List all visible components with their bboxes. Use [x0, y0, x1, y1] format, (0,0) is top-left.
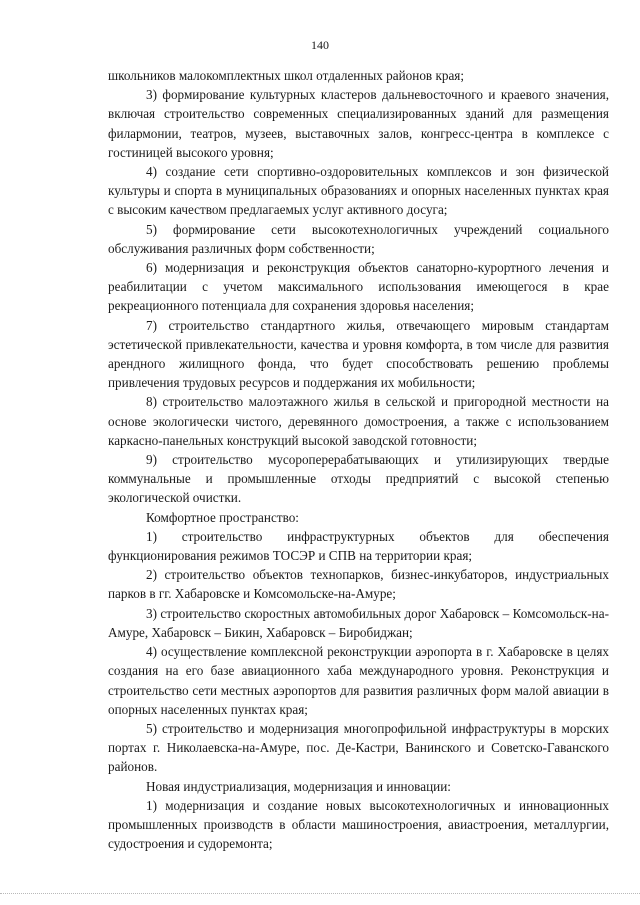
paragraph-infrastructure-toser: 1) строительство инфраструктурных объектов для обеспечения функционирования режимов ТОСЭР и СПВ на территории края;: [108, 528, 609, 564]
section-heading-comfortable-space: Комфортное пространство:: [146, 509, 299, 525]
paragraph-standard-housing: 7) строительство стандартного жилья, отвечающего мировым стандартам эстетической привлекательности, качества и уровня комфорта, в том числе для развития арендного жилищного фонда, что будет способствовать решению проблемы привлечения трудовых ресурсов и поддержания их мобильности;: [108, 317, 609, 391]
paragraph-culture-clusters: 3) формирование культурных кластеров дальневосточного и краевого значения, включая строительство современных специализированных зданий для размещения филармонии, театров, музеев, выставочных залов, конгресс-центра в комплексе с гостиницей высокого уровня;: [108, 87, 609, 160]
paragraph-sanatorium: 6) модернизация и реконструкция объектов санаторно-курортного лечения и реабилитации с учетом максимального использования имеющегося в крае рекреационного потенциала для сохранения здоровья населения;: [108, 260, 609, 314]
paragraph-technoparks: 2) строительство объектов технопарков, бизнес-инкубаторов, индустриальных парков в гг. Хабаровске и Комсомольске-на-Амуре;: [108, 567, 609, 602]
paragraph-highways: 3) строительство скоростных автомобильных дорог Хабаровск – Комсомольск-на-Амуре, Хабаровск – Бикин, Хабаровск – Биробиджан;: [108, 605, 609, 640]
scan-edge-line: [0, 893, 640, 894]
paragraph-sports-complexes: 4) создание сети спортивно-оздоровительных комплексов и зон физической культуры и спорта в муниципальных образованиях и опорных населенных пунктах края с высоким качеством предлагаемых услуг активного досуга;: [108, 164, 609, 218]
section-heading-industrialization: Новая индустриализация, модернизация и инновации:: [146, 778, 451, 794]
document-body: [108, 66, 609, 853]
paragraph-modernization: 1) модернизация и создание новых высокотехнологичных и инновационных промышленных производств в области машиностроения, авиастроения, металлургии, судостроения и судоремонта;: [108, 797, 609, 852]
paragraph-social-services: 5) формирование сети высокотехнологичных учреждений социального обслуживания различных форм собственности;: [108, 221, 609, 256]
paragraph-airport: 4) осуществление комплексной реконструкции аэропорта в г. Хабаровске в целях создания на его базе авиационного хаба международного уровня. Реконструкция и строительство сети местных аэропортов для развития различных форм малой авиации в опорных населенных пунктах края;: [108, 644, 609, 717]
paragraph-low-rise-housing: 8) строительство малоэтажного жилья в сельской и пригородной местности на основе экологически чистого, деревянного домостроения, а также с использованием каркасно-панельных конструкций высокой заводской готовности;: [108, 394, 609, 448]
paragraph-waste-processing: 9) строительство мусороперерабатывающих и утилизирующих твердые коммунальные и промышленные отходы предприятий с высокой степенью экологической очистки.: [108, 452, 609, 506]
page-number: 140: [311, 38, 329, 52]
paragraph-continuation: школьников малокомплектных школ отдаленных районов края;: [108, 68, 465, 83]
paragraph-seaports: 5) строительство и модернизация многопрофильной инфраструктуры в морских портах г. Николаевска-на-Амуре, пос. Де-Кастри, Ванинского и Советско-Гаванского районов.: [108, 720, 609, 775]
